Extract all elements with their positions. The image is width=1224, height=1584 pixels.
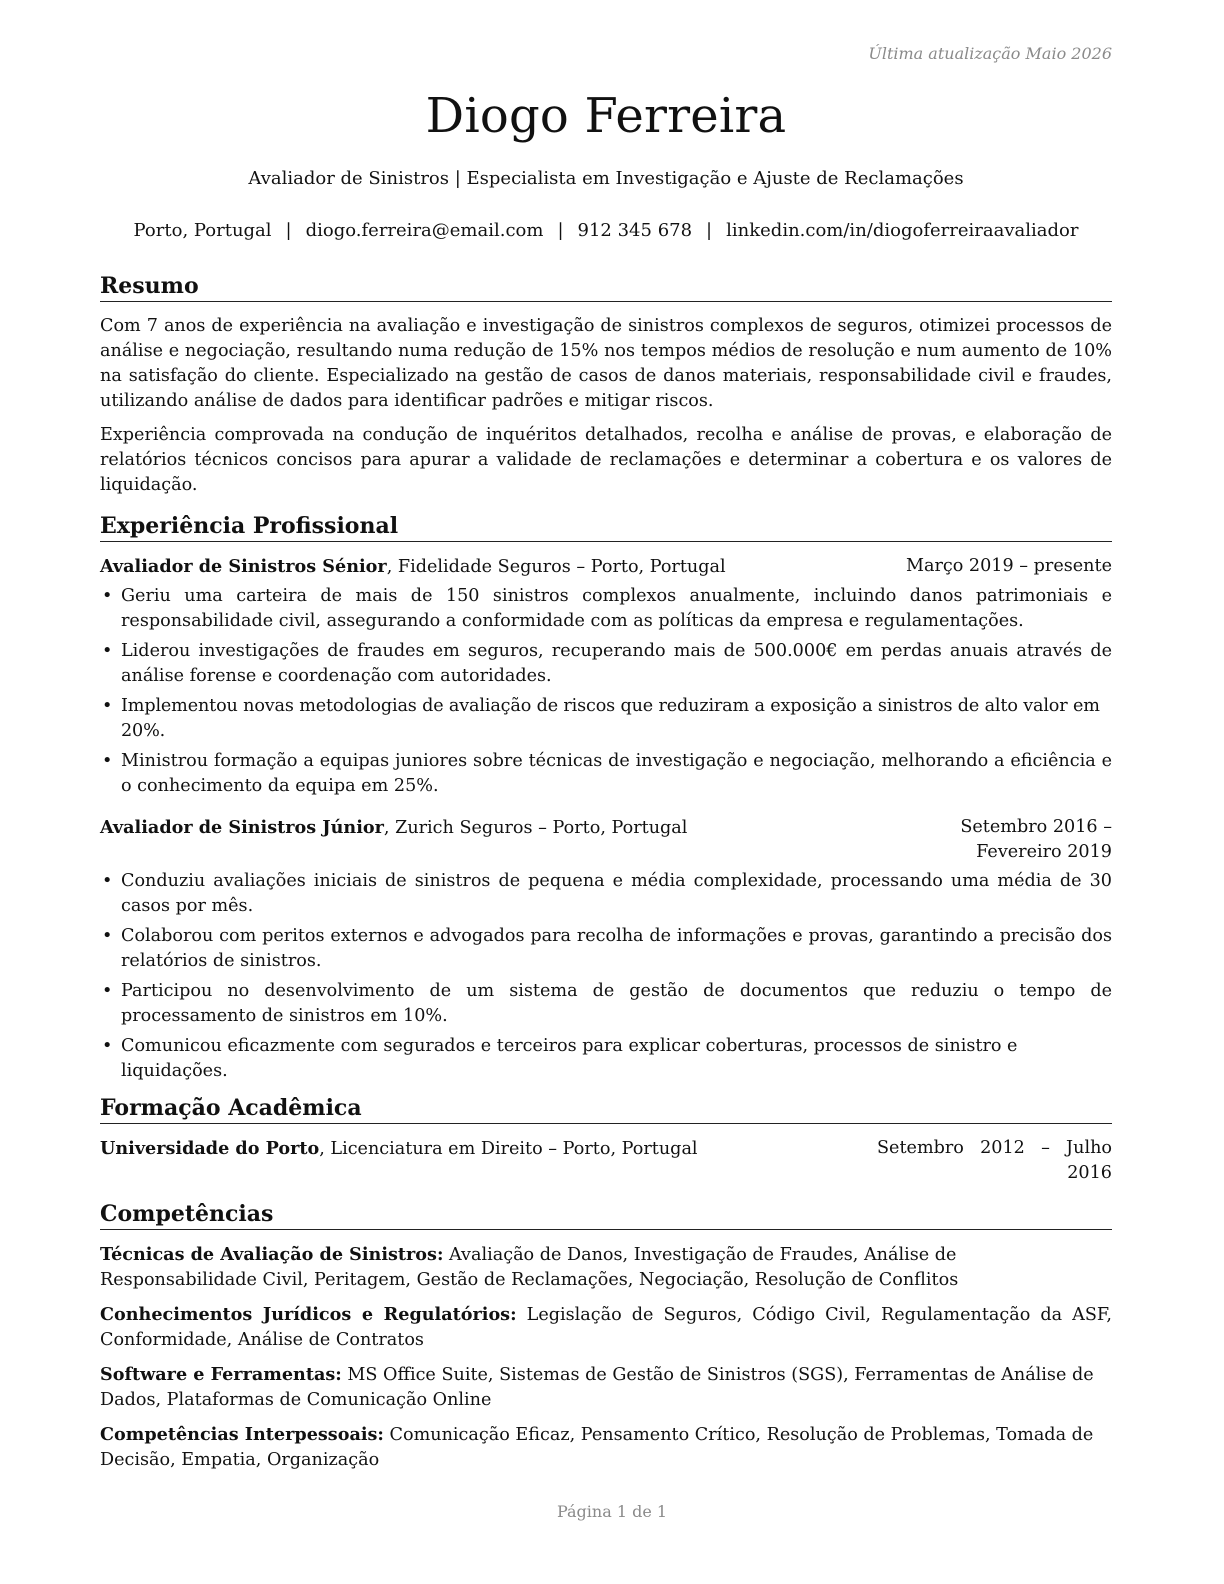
job-entry: [100, 554, 1112, 799]
skill-group: [100, 1242, 1112, 1293]
education-institution: Universidade do Porto: [100, 1138, 320, 1159]
contact-linkedin[interactable]: linkedin.com/in/diogoferreiraavaliador: [726, 220, 1079, 241]
skills-heading: Competências: [100, 1200, 1112, 1230]
bullet-icon: •: [102, 751, 113, 771]
bullet-icon: •: [102, 871, 113, 891]
education-dates: Setembro 2012 – Julho 2016: [877, 1138, 1112, 1183]
skill-group: [100, 1362, 1112, 1413]
summary-paragraph: Com 7 anos de experiência na avaliação e investigação de sinistros complexos de seguros, otimizei processos de análise e negociação, resultando numa redução de 15% nos tempos médios de resolução e num aumento de 10% na satisfação do cliente. Especializado na gestão de casos de danos materiais, responsabilidade civil e fraudes, utilizando análise de dados para identificar padrões e mitigar riscos.: [100, 316, 1112, 411]
job-bullet: • Conduziu avaliações iniciais de sinistros de pequena e média complexidade, processando uma média de 30 casos por mês.: [102, 871, 1112, 916]
experience-heading: Experiência Profissional: [100, 512, 1112, 542]
contact-separator: |: [557, 220, 564, 241]
job-bullet: • Participou no desenvolvimento de um sistema de gestão de documentos que reduziu o tempo de processamento de sinistros em 10%.: [102, 981, 1112, 1026]
contact-line: [100, 218, 1112, 244]
bullet-icon: •: [102, 981, 113, 1001]
job-company: , Fidelidade Seguros – Porto, Portugal: [386, 557, 726, 577]
last-updated: Última atualização Maio 2026: [868, 44, 1112, 63]
job-bullet: • Comunicou eficazmente com segurados e terceiros para explicar coberturas, processos de sinistro e liquidações.: [102, 1036, 1018, 1081]
job-header: [100, 554, 1112, 580]
skill-group: [100, 1422, 1112, 1473]
bullet-icon: •: [102, 641, 113, 661]
candidate-name: Diogo Ferreira: [425, 88, 787, 144]
skill-group-items: Comunicação Eficaz, Pensamento Crítico, Resolução de Problemas, Tomada de Decisão, Empatia, Organização: [100, 1425, 1094, 1470]
contact-location: Porto, Portugal: [133, 220, 272, 241]
skill-group-label: Conhecimentos Jurídicos e Regulatórios:: [100, 1304, 517, 1325]
education-heading: Formação Acadêmica: [100, 1094, 1112, 1124]
job-bullet: • Geriu uma carteira de mais de 150 sinistros complexos anualmente, incluindo danos patrimoniais e responsabilidade civil, assegurando a conformidade com as políticas da empresa e regulamentações.: [102, 586, 1112, 631]
job-role: Avaliador de Sinistros Júnior: [100, 817, 384, 838]
skill-group-items: MS Office Suite, Sistemas de Gestão de Sinistros (SGS), Ferramentas de Análise de Dados, Plataformas de Comunicação Online: [100, 1365, 1094, 1410]
job-dates: Setembro 2016 – Fevereiro 2019: [960, 817, 1112, 862]
contact-separator: |: [706, 220, 713, 241]
skill-group-label: Técnicas de Avaliação de Sinistros:: [100, 1244, 444, 1265]
contact-email[interactable]: diogo.ferreira@email.com: [305, 220, 544, 241]
job-dates: Março 2019 – presente: [905, 556, 1112, 576]
education-section: [100, 1094, 1112, 1186]
skill-group-items: Legislação de Seguros, Código Civil, Regulamentação da ASF, Conformidade, Análise de Contratos: [100, 1305, 1112, 1350]
job-bullet: • Ministrou formação a equipas juniores sobre técnicas de investigação e negociação, melhorando a eficiência e o conhecimento da equipa em 25%.: [102, 751, 1112, 796]
job-bullet: • Colaborou com peritos externos e advogados para recolha de informações e provas, garantindo a precisão dos relatórios de sinistros.: [102, 926, 1112, 971]
bullet-icon: •: [102, 586, 113, 606]
job-role: Avaliador de Sinistros Sénior: [100, 556, 387, 577]
contact-phone: 912 345 678: [577, 220, 693, 241]
job-header: [100, 815, 1112, 865]
bullet-icon: •: [102, 926, 113, 946]
skill-group-label: Competências Interpessoais:: [100, 1424, 384, 1445]
experience-section: [100, 512, 1112, 1084]
page-number: Página 1 de 1: [556, 1502, 668, 1521]
candidate-headline: Avaliador de Sinistros | Especialista em Investigação e Ajuste de Reclamações: [248, 168, 964, 189]
bullet-icon: •: [102, 696, 113, 716]
skills-section: [100, 1200, 1112, 1473]
skill-group-items: Avaliação de Danos, Investigação de Fraudes, Análise de Responsabilidade Civil, Peritagem, Gestão de Reclamações, Negociação, Resolução de Conflitos: [100, 1245, 959, 1290]
job-bullets: [100, 584, 1112, 799]
job-entry: [100, 815, 1112, 1084]
summary-section: [100, 272, 1112, 498]
summary-paragraph: Experiência comprovada na condução de inquéritos detalhados, recolha e análise de provas, e elaboração de relatórios técnicos concisos para apurar a validade de reclamações e determinar a cobertura e os valores de liquidação.: [100, 425, 1112, 495]
education-detail: , Licenciatura em Direito – Porto, Portugal: [319, 1139, 698, 1159]
contact-separator: |: [285, 220, 292, 241]
skill-group-label: Software e Ferramentas:: [100, 1364, 342, 1385]
job-bullets: [100, 869, 1112, 1084]
bullet-icon: •: [102, 1036, 113, 1056]
skill-group: [100, 1302, 1112, 1353]
job-bullet: • Implementou novas metodologias de avaliação de riscos que reduziram a exposição a sinistros de alto valor em 20%.: [102, 696, 1100, 741]
job-bullet: • Liderou investigações de fraudes em seguros, recuperando mais de 500.000€ em perdas anuais através de análise forense e coordenação com autoridades.: [102, 641, 1112, 686]
summary-heading: Resumo: [100, 272, 1112, 302]
resume-body: [100, 272, 1112, 1482]
education-entry: [100, 1136, 1112, 1186]
job-company: , Zurich Seguros – Porto, Portugal: [383, 818, 688, 838]
